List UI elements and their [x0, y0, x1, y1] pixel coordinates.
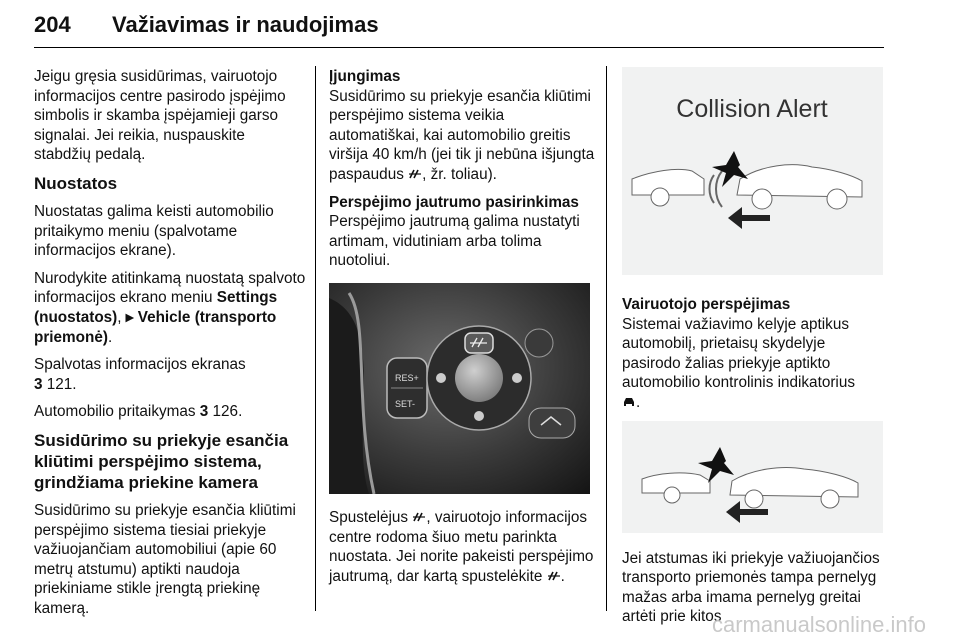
arrow-icon: ▸: [125, 308, 134, 326]
page-header: [34, 0, 884, 46]
paragraph: Susidūrimo su priekyje esančia kliūtimi perspėjimo sistema veikia automatiškai, kai automobilio greitis viršija 40 km/h (jei tik ji nebūna išjungta paspaudus , žr. toliau).: [329, 87, 595, 183]
collision-alert-image: [622, 67, 883, 275]
menu-settings: Settings (nuostatos): [34, 289, 278, 326]
paragraph: Perspėjimo jautrumą galima nustatyti artimam, vidutiniam arba tolima nuotoliui.: [329, 213, 580, 270]
column-3: [622, 67, 884, 635]
paragraph: Jei atstumas iki priekyje važiuojančios transporto priemonės tampa pernelyg mažas arba imama pernelyg greitai artėti prie kitos: [622, 549, 880, 626]
car-right-graphic: [737, 165, 862, 209]
collision-image-2: [622, 421, 883, 533]
paragraph: Spustelėjus , vairuotojo informacijos centre rodoma šiuo metu parinkta nuostata. Jei norite pakeisti perspėjimo jautrumą, dar kartą spustelėkite .: [329, 508, 594, 585]
car-left-graphic: [632, 169, 704, 206]
menu-vehicle: Vehicle (transporto priemonė): [34, 308, 277, 346]
page-ref-icon: 3: [199, 403, 209, 421]
sensitivity-icon: [408, 168, 422, 180]
paragraph: Jeigu gręsia susidūrimas, vairuotojo informacijos centre pasirodo įspėjimo simbolis ir skamba įspėjamieji garso signalai. Jei reikia, nuspauskite stabdžių pedalą.: [34, 68, 286, 164]
arrow-left-icon: [728, 207, 742, 229]
arrow-left-icon: [726, 501, 740, 523]
set-label: SET-: [395, 398, 416, 409]
collision-alert-title: Collision Alert: [676, 95, 828, 123]
page-ref-icon: 3: [34, 375, 43, 393]
watermark: carmanualsonline.info: [711, 612, 926, 637]
column-1: [34, 67, 306, 626]
steering-wheel-image: [329, 283, 590, 494]
heading-jautrumo: Perspėjimo jautrumo pasirinkimas: [329, 193, 579, 211]
column-divider-2: [606, 66, 607, 611]
heading-sistema: Susidūrimo su priekyje esančia kliūtimi perspėjimo sistema, grindžiama priekine kamera: [34, 430, 289, 492]
sensitivity-icon: [547, 570, 561, 582]
paragraph: Nurodykite atitinkamą nuostatą spalvoto informacijos ekrano meniu Settings (nuostatos), ▸ Vehicle (transporto priemonė).: [34, 269, 306, 346]
paragraph: Sistemai važiavimo kelyje aptikus automobilį, prietaisų skydelyje pasirodo žalias priekyje aptikto automobilio kontrolinis indikatorius .: [622, 315, 855, 411]
paragraph: Nuostatas galima keisti automobilio pritaikymo meniu (spalvotame informacijos ekrane).: [34, 202, 274, 260]
sensitivity-icon: [412, 511, 426, 523]
heading-nuostatos: Nuostatos: [34, 173, 118, 193]
page-title: Važiavimas ir naudojimas: [112, 12, 379, 37]
paragraph: Spalvotas informacijos ekranas 3 121.: [34, 356, 246, 393]
column-2: [329, 67, 597, 594]
column-divider-1: [315, 66, 316, 611]
paragraph: Automobilio pritaikymas 3 126.: [34, 403, 243, 421]
res-label: RES+: [395, 372, 419, 383]
page-number: 204: [34, 12, 71, 37]
heading-vairuotojo: Vairuotojo perspėjimas: [622, 296, 791, 313]
heading-ijungimas: Įjungimas: [329, 68, 401, 85]
car-front-icon: [622, 396, 636, 408]
paragraph: Susidūrimo su priekyje esančia kliūtimi perspėjimo sistema tiesiai priekyje važiuojančiam automobiliui (apie 60 metrų atstumu) aptikti naudoja priekiniame stikle įrengtą priekinę kamerą.: [34, 501, 296, 617]
header-rule: [34, 47, 884, 48]
